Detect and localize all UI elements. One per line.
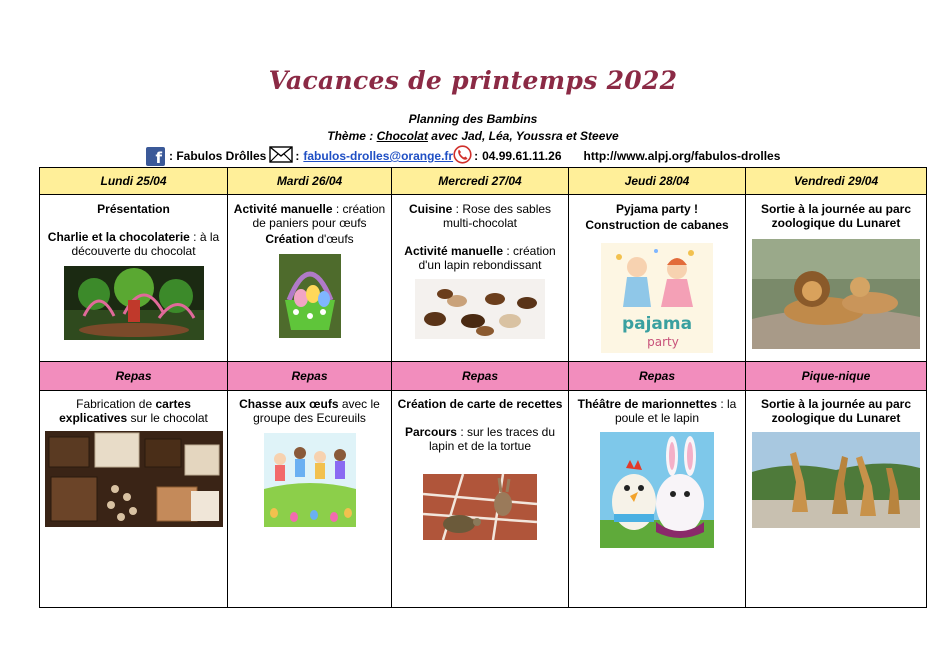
mail-icon [269, 146, 293, 166]
day-header: Vendredi 29/04 [746, 168, 927, 195]
friday-afternoon-cell [746, 391, 927, 608]
chocolate-factory-image [64, 266, 204, 340]
activity-title: Pyjama party ! [615, 202, 699, 216]
day-header: Mardi 26/04 [228, 168, 392, 195]
theme-line [0, 129, 946, 143]
meal-label: Pique-nique [746, 362, 927, 391]
tuesday-morning-cell [228, 195, 392, 362]
activity-desc: Chasse aux œufs avec le groupe des Ecureuils [239, 397, 380, 425]
meal-label: Repas [392, 362, 569, 391]
activity-title: Sortie à la journée au parc zoologique du Lunaret [760, 397, 912, 425]
egg-hunt-image [264, 433, 356, 527]
meal-label: Repas [569, 362, 746, 391]
chocolate-roses-image [415, 279, 545, 339]
hare-tortoise-image [423, 474, 537, 540]
activity-desc: Parcours : sur les traces du lapin et de la tortue [404, 425, 556, 453]
day-header: Jeudi 28/04 [569, 168, 746, 195]
monday-morning-cell [40, 195, 228, 362]
activity-title: Création de carte de recettes [397, 397, 563, 411]
mail-separator: : [295, 149, 300, 163]
friday-morning-cell [746, 195, 927, 362]
phone-number: 04.99.61.11.26 [482, 149, 562, 163]
email-link[interactable]: fabulos-drolles@orange.fr [303, 149, 454, 163]
meal-row [40, 362, 927, 391]
website-url[interactable]: http://www.alpj.org/fabulos-drolles [583, 149, 781, 163]
activity-title: Sortie à la journée au parc zoologique du Lunaret [760, 202, 912, 230]
phone-separator: : [474, 149, 479, 163]
meal-label: Repas [40, 362, 228, 391]
contact-line [146, 145, 780, 167]
activity-desc: Activité manuelle : création de paniers pour œufs [233, 202, 386, 230]
morning-row [40, 195, 927, 362]
page-title: Vacances de printemps 2022 [268, 66, 678, 95]
days-header-row [40, 168, 927, 195]
thursday-morning-cell [569, 195, 746, 362]
wednesday-morning-cell [392, 195, 569, 362]
day-header: Lundi 25/04 [40, 168, 228, 195]
activity-desc: Activité manuelle : création d'un lapin rebondissant [404, 244, 556, 272]
activity-desc: Fabrication de cartes explicatives sur le chocolat [59, 397, 208, 425]
giraffes-image [752, 432, 920, 528]
planning-subtitle: Planning des Bambins [408, 112, 538, 126]
tuesday-afternoon-cell [228, 391, 392, 608]
phone-icon [453, 145, 472, 167]
activity-desc: Cuisine : Rose des sables multi-chocolat [408, 202, 552, 230]
day-header: Mercredi 27/04 [392, 168, 569, 195]
theme-word: Chocolat [376, 129, 428, 143]
planning-table [39, 167, 927, 608]
egg-basket-image [279, 254, 341, 338]
party-image-text: party [647, 335, 679, 349]
pajama-image-text: pajama [621, 314, 693, 334]
activity-desc: Création d'œufs [265, 232, 354, 246]
chocolate-bars-image [45, 431, 223, 527]
wednesday-afternoon-cell [392, 391, 569, 608]
meal-label: Repas [228, 362, 392, 391]
facebook-label: : Fabulos Drôlles [169, 149, 267, 163]
activity-title: Présentation [97, 202, 170, 216]
activity-title: Construction de cabanes [585, 218, 729, 232]
monday-afternoon-cell [40, 391, 228, 608]
facebook-icon[interactable]: f [146, 147, 165, 166]
theme-suffix: avec Jad, Léa, Youssra et Steeve [427, 129, 619, 143]
activity-desc: Théâtre de marionnettes : la poule et le lapin [577, 397, 737, 425]
activity-desc: Charlie et la chocolaterie : à la découverte du chocolat [47, 230, 220, 258]
theme-prefix: Thème : [327, 129, 377, 143]
lions-image [752, 239, 920, 349]
afternoon-row [40, 391, 927, 608]
puppets-image [600, 432, 714, 548]
pajama-party-image [601, 243, 713, 353]
thursday-afternoon-cell [569, 391, 746, 608]
